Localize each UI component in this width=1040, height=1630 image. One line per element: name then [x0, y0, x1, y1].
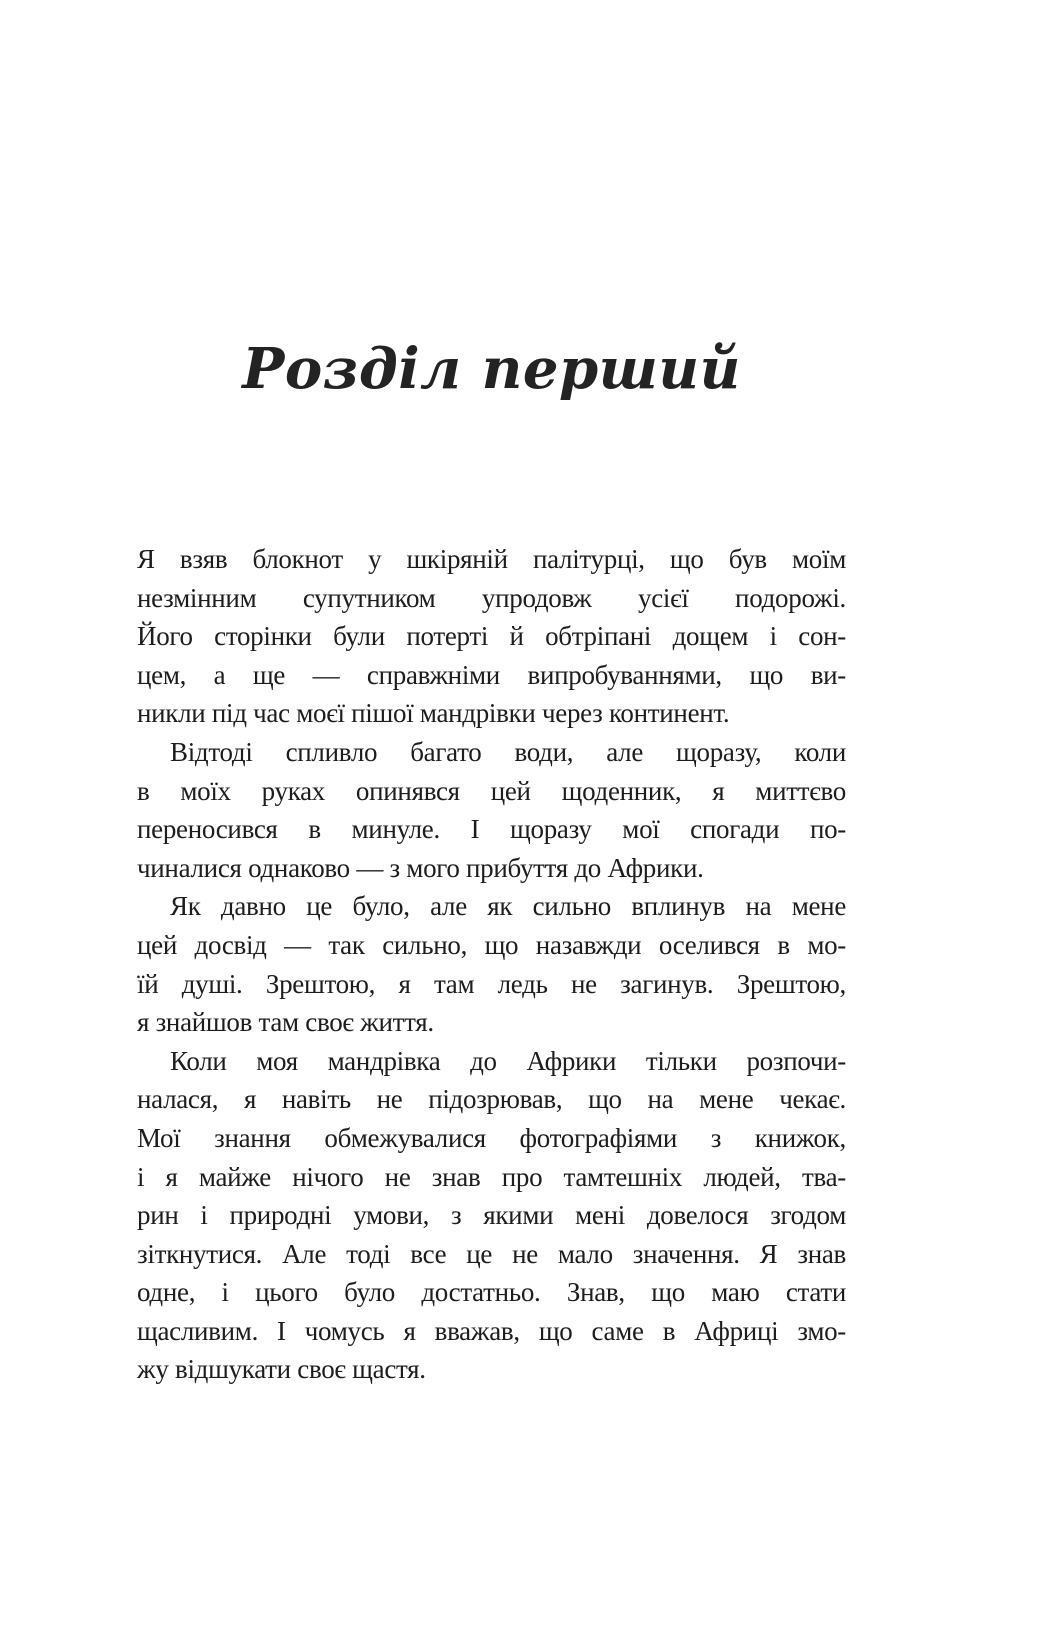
text-line: цем, а ще — справжніми випробуваннями, що ви- [137, 659, 846, 690]
chapter-title: Розділ перший [242, 336, 741, 402]
text-line: незмінним супутником упродовж усієї подорожі. [137, 582, 846, 613]
text-line: їй душі. Зрештою, я там ледь не загинув. Зрештою, [137, 968, 846, 999]
text-line: зіткнутися. Але тоді все це не мало значення. Я знав [137, 1238, 846, 1269]
text-line: переносився в минуле. І щоразу мої спогади по- [137, 814, 846, 845]
text-line: Як давно це було, але як сильно вплинув на мене [170, 891, 846, 922]
text-line: цей досвід — так сильно, що назавжди оселився в мо- [137, 929, 846, 960]
text-line: Мої знання обмежувалися фотографіями з книжок, [137, 1122, 846, 1153]
text-line: я знайшов там своє життя. [137, 1007, 434, 1038]
text-line: рин і природні умови, з якими мені довелося згодом [137, 1200, 846, 1231]
paragraph [137, 887, 846, 1041]
text-line: і я майже нічого не знав про тамтешніх людей, тва- [137, 1161, 846, 1192]
text-line: в моїх руках опинявся цей щоденник, я миттєво [137, 775, 846, 806]
text-line: никли під час моєї пішої мандрівки через континент. [137, 698, 730, 729]
text-line: Відтоді спливло багато води, але щоразу, коли [170, 736, 846, 767]
text-line: налася, я навіть не підозрював, що на мене чекає. [137, 1084, 846, 1115]
text-line: одне, і цього було достатньо. Знав, що маю стати [137, 1277, 846, 1308]
text-line: Його сторінки були потерті й обтріпані дощем і сон- [137, 621, 846, 652]
paragraph [137, 540, 846, 733]
body-text [137, 540, 846, 1389]
text-line: Я взяв блокнот у шкіряній палітурці, що був моїм [137, 544, 846, 574]
text-line: щасливим. І чомусь я вважав, що саме в Африці змо- [137, 1315, 846, 1346]
text-line: чиналися однаково — з мого прибуття до Африки. [137, 852, 704, 883]
text-line: Коли моя мандрівка до Африки тільки розпочи- [170, 1045, 846, 1076]
paragraph [137, 733, 846, 887]
paragraph [137, 1042, 846, 1389]
text-line: жу відшукати своє щастя. [137, 1354, 426, 1385]
